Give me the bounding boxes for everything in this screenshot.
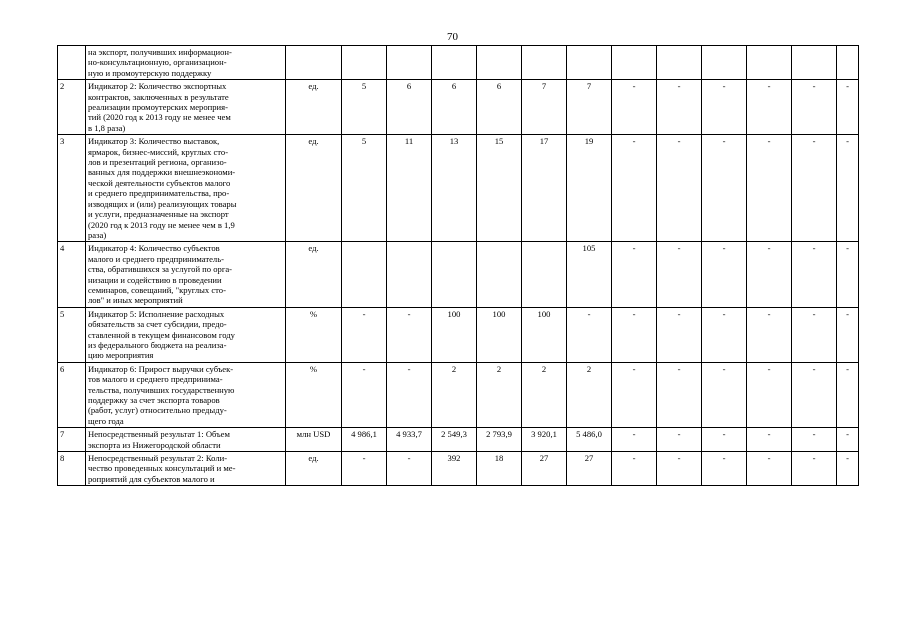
description-line: реализации промоутерских мероприя- xyxy=(88,102,228,113)
row-number: 4 xyxy=(58,242,86,307)
description-line: ванных для поддержки внешнеэкономи- xyxy=(88,167,236,178)
indicator-description xyxy=(86,242,286,307)
value-cell: 27 xyxy=(522,452,567,486)
value-cell: - xyxy=(612,242,657,307)
indicator-description xyxy=(86,428,286,452)
table-row xyxy=(58,80,859,135)
table-row xyxy=(58,307,859,362)
value-cell: 2 793,9 xyxy=(477,428,522,452)
description-line: Индикатор 5: Исполнение расходных xyxy=(88,308,225,319)
value-cell: - xyxy=(612,80,657,135)
description-line: Индикатор 6: Прирост выручки субъек- xyxy=(88,363,234,374)
value-cell: 2 xyxy=(432,362,477,427)
value-cell: - xyxy=(342,452,387,486)
description-line: Непосредственный результат 2: Коли- xyxy=(88,453,228,464)
value-cell: - xyxy=(702,452,747,486)
value-cell: 4 933,7 xyxy=(387,428,432,452)
value-cell: 3 920,1 xyxy=(522,428,567,452)
unit-cell xyxy=(286,46,342,80)
value-cell xyxy=(477,46,522,80)
value-cell: - xyxy=(342,307,387,362)
value-cell: - xyxy=(792,80,837,135)
description-line: раза) xyxy=(88,229,107,240)
value-cell xyxy=(432,242,477,307)
value-cell: - xyxy=(612,362,657,427)
value-cell: - xyxy=(747,428,792,452)
value-cell: - xyxy=(657,242,702,307)
description-line: ставленной в текущем финансовом году xyxy=(88,329,235,340)
description-line: (работ, услуг) относительно предыду- xyxy=(88,405,227,416)
indicator-description xyxy=(86,46,286,80)
value-cell xyxy=(522,46,567,80)
value-cell: - xyxy=(837,242,859,307)
value-cell: 19 xyxy=(567,135,612,242)
value-cell: - xyxy=(792,135,837,242)
value-cell: - xyxy=(702,307,747,362)
unit-cell: ед. xyxy=(286,135,342,242)
value-cell: 11 xyxy=(387,135,432,242)
value-cell: - xyxy=(837,80,859,135)
description-line: щего года xyxy=(88,415,124,426)
value-cell: 4 986,1 xyxy=(342,428,387,452)
description-line: семинаров, совещаний, "круглых сто- xyxy=(88,284,226,295)
description-line: лов" и иных мероприятий xyxy=(88,295,183,306)
value-cell: 2 xyxy=(477,362,522,427)
unit-cell: % xyxy=(286,307,342,362)
description-line: ную и промоутерскую поддержку xyxy=(88,67,212,78)
table-row xyxy=(58,242,859,307)
indicator-description xyxy=(86,362,286,427)
value-cell: 7 xyxy=(522,80,567,135)
value-cell: - xyxy=(612,452,657,486)
value-cell: - xyxy=(747,307,792,362)
value-cell: 392 xyxy=(432,452,477,486)
value-cell: 5 486,0 xyxy=(567,428,612,452)
value-cell: - xyxy=(702,80,747,135)
description-line: ства, обратившихся за услугой по орга- xyxy=(88,264,233,275)
description-line: поддержку за счет экспорта товаров xyxy=(88,395,220,405)
description-line: обязательств за счет субсидии, предо- xyxy=(88,319,227,330)
value-cell: - xyxy=(612,428,657,452)
value-cell xyxy=(342,242,387,307)
value-cell: - xyxy=(747,452,792,486)
description-line: Непосредственный результат 1: Объем xyxy=(88,429,230,440)
value-cell: - xyxy=(657,80,702,135)
value-cell: 100 xyxy=(522,307,567,362)
value-cell: - xyxy=(747,362,792,427)
unit-cell: млн USD xyxy=(286,428,342,452)
table-row xyxy=(58,46,859,80)
row-number: 8 xyxy=(58,452,86,486)
description-line: из федерального бюджета на реализа- xyxy=(88,339,227,350)
value-cell: 105 xyxy=(567,242,612,307)
description-line: тий (2020 год к 2013 году не менее чем xyxy=(88,112,231,123)
value-cell: 13 xyxy=(432,135,477,242)
table-row xyxy=(58,362,859,427)
indicator-description xyxy=(86,452,286,486)
value-cell: - xyxy=(792,428,837,452)
value-cell xyxy=(612,46,657,80)
value-cell xyxy=(747,46,792,80)
description-line: ческой деятельности субъектов малого xyxy=(88,177,231,188)
unit-cell: ед. xyxy=(286,452,342,486)
description-line: тов малого и среднего предпринима- xyxy=(88,374,223,385)
value-cell xyxy=(567,46,612,80)
row-number: 3 xyxy=(58,135,86,242)
value-cell: - xyxy=(837,428,859,452)
value-cell: 5 xyxy=(342,135,387,242)
value-cell xyxy=(477,242,522,307)
indicator-description xyxy=(86,80,286,135)
value-cell: - xyxy=(837,307,859,362)
value-cell: 18 xyxy=(477,452,522,486)
value-cell: - xyxy=(657,362,702,427)
indicators-table xyxy=(57,45,859,486)
description-line: Индикатор 3: Количество выставок, xyxy=(88,136,220,147)
value-cell: - xyxy=(792,362,837,427)
value-cell: 7 xyxy=(567,80,612,135)
value-cell: 15 xyxy=(477,135,522,242)
value-cell: - xyxy=(702,362,747,427)
description-line: экспорта из Нижегородской области xyxy=(88,439,221,450)
description-line: контрактов, заключенных в результате xyxy=(88,91,229,102)
indicator-description xyxy=(86,307,286,362)
value-cell: - xyxy=(747,242,792,307)
value-cell xyxy=(702,46,747,80)
row-number: 6 xyxy=(58,362,86,427)
unit-cell: ед. xyxy=(286,80,342,135)
value-cell: 2 xyxy=(522,362,567,427)
description-line: но-консультационную, организацион- xyxy=(88,57,227,68)
description-line: и услуги, предназначенные на экспорт xyxy=(88,209,229,220)
description-line: лов и презентаций региона, организо- xyxy=(88,157,227,168)
value-cell xyxy=(342,46,387,80)
description-line: Индикатор 4: Количество субъектов xyxy=(88,243,220,254)
value-cell: - xyxy=(612,135,657,242)
value-cell: - xyxy=(792,242,837,307)
value-cell: - xyxy=(657,307,702,362)
indicator-description xyxy=(86,135,286,242)
value-cell: - xyxy=(567,307,612,362)
value-cell: - xyxy=(837,452,859,486)
page-number: 70 xyxy=(447,31,458,43)
value-cell: 100 xyxy=(432,307,477,362)
value-cell xyxy=(522,242,567,307)
value-cell: 2 549,3 xyxy=(432,428,477,452)
value-cell: - xyxy=(837,362,859,427)
description-line: Индикатор 2: Количество экспортных xyxy=(88,81,227,92)
value-cell xyxy=(657,46,702,80)
value-cell: 6 xyxy=(432,80,477,135)
description-line: цию мероприятия xyxy=(88,350,154,361)
description-line: на экспорт, получивших информацион- xyxy=(88,47,232,57)
description-line: (2020 год к 2013 году не менее чем в 1,9 xyxy=(88,219,235,230)
value-cell: - xyxy=(702,242,747,307)
value-cell: - xyxy=(747,135,792,242)
value-cell: - xyxy=(657,428,702,452)
value-cell: - xyxy=(747,80,792,135)
value-cell: - xyxy=(837,135,859,242)
description-line: ярмарок, бизнес-миссий, круглых сто- xyxy=(88,146,229,157)
unit-cell: ед. xyxy=(286,242,342,307)
description-line: низации и содействию в проведении xyxy=(88,274,222,285)
value-cell: - xyxy=(387,307,432,362)
value-cell: - xyxy=(387,452,432,486)
description-line: и среднего предпринимательства, про- xyxy=(88,188,230,199)
value-cell: 27 xyxy=(567,452,612,486)
description-line: изводящих и (или) реализующих товары xyxy=(88,198,237,209)
value-cell: 100 xyxy=(477,307,522,362)
table-row xyxy=(58,452,859,486)
value-cell: - xyxy=(792,452,837,486)
value-cell xyxy=(837,46,859,80)
description-line: тельства, получивших государственную xyxy=(88,384,235,395)
row-number: 5 xyxy=(58,307,86,362)
value-cell: - xyxy=(702,135,747,242)
unit-cell: % xyxy=(286,362,342,427)
row-number: 7 xyxy=(58,428,86,452)
row-number xyxy=(58,46,86,80)
value-cell xyxy=(432,46,477,80)
table-row xyxy=(58,428,859,452)
description-line: роприятий для субъектов малого и xyxy=(88,473,215,484)
value-cell xyxy=(387,46,432,80)
value-cell: 5 xyxy=(342,80,387,135)
description-line: чество проведенных консультаций и ме- xyxy=(88,463,236,474)
value-cell: - xyxy=(657,135,702,242)
value-cell: - xyxy=(612,307,657,362)
value-cell: 2 xyxy=(567,362,612,427)
value-cell: - xyxy=(702,428,747,452)
value-cell: 6 xyxy=(387,80,432,135)
value-cell: - xyxy=(342,362,387,427)
table-row xyxy=(58,135,859,242)
value-cell xyxy=(792,46,837,80)
value-cell: - xyxy=(387,362,432,427)
description-line: малого и среднего предприниматель- xyxy=(88,253,224,264)
description-line: в 1,8 раза) xyxy=(88,122,126,133)
row-number: 2 xyxy=(58,80,86,135)
value-cell: 6 xyxy=(477,80,522,135)
value-cell: 17 xyxy=(522,135,567,242)
value-cell xyxy=(387,242,432,307)
value-cell: - xyxy=(792,307,837,362)
value-cell: - xyxy=(657,452,702,486)
